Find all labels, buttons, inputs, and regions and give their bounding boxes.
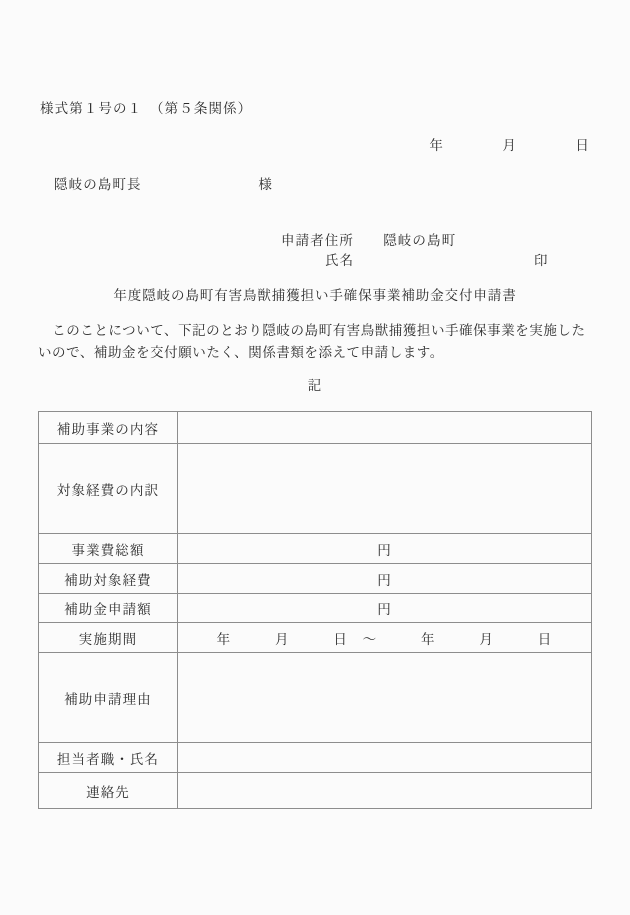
applicant-name: 氏名 — [325, 253, 355, 268]
row-label: 実施期間 — [39, 623, 178, 653]
form-number: 様式第１号の１ （第５条関係） — [40, 101, 253, 116]
row-label: 事業費総額 — [39, 534, 178, 564]
row-value-input[interactable]: 年 月 日 ～ 年 月 日 — [178, 623, 592, 653]
row-label: 補助金申請額 — [39, 594, 178, 623]
application-table — [38, 411, 592, 809]
row-value-input[interactable] — [178, 444, 592, 534]
row-value-input[interactable]: 円 — [178, 594, 592, 623]
table-row — [39, 623, 592, 653]
table-row — [39, 534, 592, 564]
row-value-input[interactable] — [178, 743, 592, 773]
row-value-input[interactable] — [178, 773, 592, 809]
table-row — [39, 412, 592, 444]
seal-mark: 印 — [534, 253, 549, 268]
addressee: 隠岐の島町長 様 — [54, 177, 273, 192]
row-value-input[interactable]: 円 — [178, 564, 592, 594]
document-title: 年度隠岐の島町有害鳥獣捕獲担い手確保事業補助金交付申請書 — [113, 288, 517, 303]
table-row — [39, 594, 592, 623]
table-row — [39, 653, 592, 743]
row-label: 対象経費の内訳 — [39, 444, 178, 534]
table-row — [39, 743, 592, 773]
applicant-address: 申請者住所 隠岐の島町 — [281, 233, 457, 248]
body-paragraph-line-2: いので、補助金を交付願いたく、関係書類を添えて申請します。 — [38, 345, 444, 360]
row-label: 補助申請理由 — [39, 653, 178, 743]
row-label: 補助事業の内容 — [39, 412, 178, 444]
body-paragraph — [38, 320, 592, 364]
row-label: 補助対象経費 — [39, 564, 178, 594]
row-value-input[interactable] — [178, 412, 592, 444]
body-paragraph-line-1: このことについて、下記のとおり隠岐の島町有害鳥獣捕獲担い手確保事業を実施した — [52, 323, 586, 338]
table-row — [39, 773, 592, 809]
date-line: 年 月 日 — [429, 138, 590, 153]
row-value-input[interactable]: 円 — [178, 534, 592, 564]
table-row — [39, 564, 592, 594]
ki-mark: 記 — [307, 378, 323, 393]
row-label: 連絡先 — [39, 773, 178, 809]
row-value-input[interactable] — [178, 653, 592, 743]
table-row — [39, 444, 592, 534]
row-label: 担当者職・氏名 — [39, 743, 178, 773]
